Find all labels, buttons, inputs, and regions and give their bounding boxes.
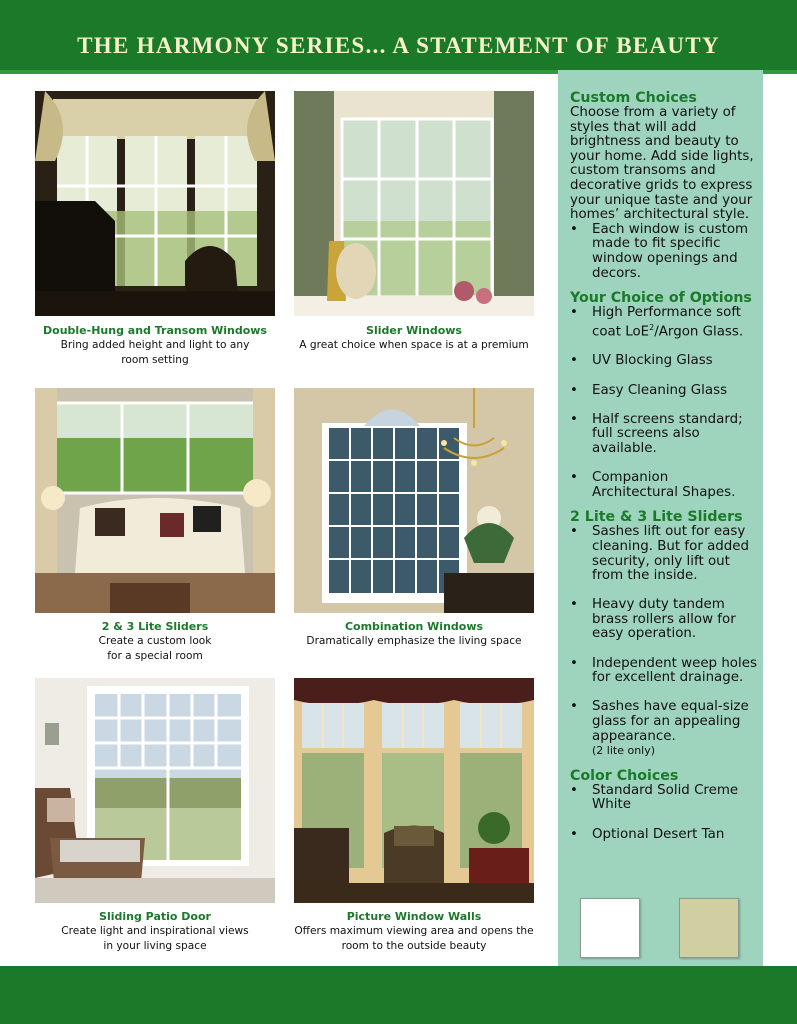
options-heading: Your Choice of Options [570,290,752,307]
photo-sliding-patio-door [35,678,275,903]
caption-title: Picture Window Walls [346,910,482,923]
photo-double-hung-windows [35,91,275,316]
caption-patio-door [25,910,285,954]
superscript: 2 [649,322,655,332]
creme-white-swatch [580,898,640,958]
caption-desc: Offers maximum viewing area and opens the [294,925,534,937]
custom-choices-section [570,90,758,281]
two-lite-note: (2 lite only) [592,744,656,758]
caption-desc: in your living space [103,940,207,952]
glass-text-end: /Argon Glass. [654,324,744,340]
caption-title: 2 & 3 Lite Sliders [101,620,209,633]
caption-desc: Create a custom look [98,635,212,647]
caption-combination [284,620,544,649]
list-item [570,306,758,340]
color-choices-section [570,768,758,842]
caption-double-hung [25,324,285,368]
caption-desc: Create light and inspirational views [61,925,249,937]
list-item: • Half screens standard; full screens also available. [570,413,758,457]
caption-desc: Bring added height and light to any [60,339,250,351]
caption-desc: room to the outside beauty [341,940,487,952]
color-choices-heading: Color Choices [570,767,679,784]
list-item: • Easy Cleaning Glass [570,384,758,399]
options-section [570,290,758,500]
desert-tan-swatch [679,898,739,958]
list-item [570,700,758,758]
custom-choices-text: Choose from a variety of styles that will add brightness and beauty to your home. Add side lights, custom transoms and decorative grids to express your unique taste and your homes’ architectural style. [570,105,754,223]
caption-title: Slider Windows [366,324,462,337]
custom-choices-list [570,223,758,281]
caption-title: Sliding Patio Door [99,910,211,923]
equal-glass-text: Sashes have equal-size glass for an appealing appearance. [592,699,749,744]
sliders-list [570,525,758,759]
glass-text: High Performance soft coat LoE [592,305,742,340]
color-list [570,784,758,842]
caption-desc: A great choice when space is at a premium [299,339,529,351]
caption-title: Double-Hung and Transom Windows [43,324,267,337]
list-item: • Sashes lift out for easy cleaning. But for added security, only lift out from the inside. [570,525,758,583]
photo-lite-sliders [35,388,275,613]
list-item: • Companion Architectural Shapes. [570,471,758,500]
list-item: • Independent weep holes for excellent drainage. [570,657,758,686]
footer-bar [0,966,797,1024]
caption-lite-sliders [25,620,285,664]
caption-desc: for a special room [107,650,203,662]
list-item: • Optional Desert Tan [570,828,758,843]
options-list [570,306,758,500]
caption-desc: room setting [121,354,189,366]
photo-picture-window-walls [294,678,534,903]
sidebar-content [570,90,758,851]
custom-choices-heading: Custom Choices [570,90,697,106]
page-title: THE HARMONY SERIES... A STATEMENT OF BEAUTY [77,33,720,58]
photo-combination-windows [294,388,534,613]
list-item: • Each window is custom made to fit specific window openings and decors. [570,223,758,281]
caption-slider [284,324,544,353]
sliders-section [570,509,758,759]
list-item: • Heavy duty tandem brass rollers allow for easy operation. [570,598,758,642]
sliders-heading: 2 Lite & 3 Lite Sliders [570,509,743,526]
caption-desc: Dramatically emphasize the living space [306,635,522,647]
caption-picture-walls [284,910,544,954]
color-swatches [580,898,750,958]
caption-title: Combination Windows [344,620,484,633]
list-item: • UV Blocking Glass [570,354,758,369]
photo-slider-windows [294,91,534,316]
list-item: • Standard Solid Creme White [570,784,758,813]
